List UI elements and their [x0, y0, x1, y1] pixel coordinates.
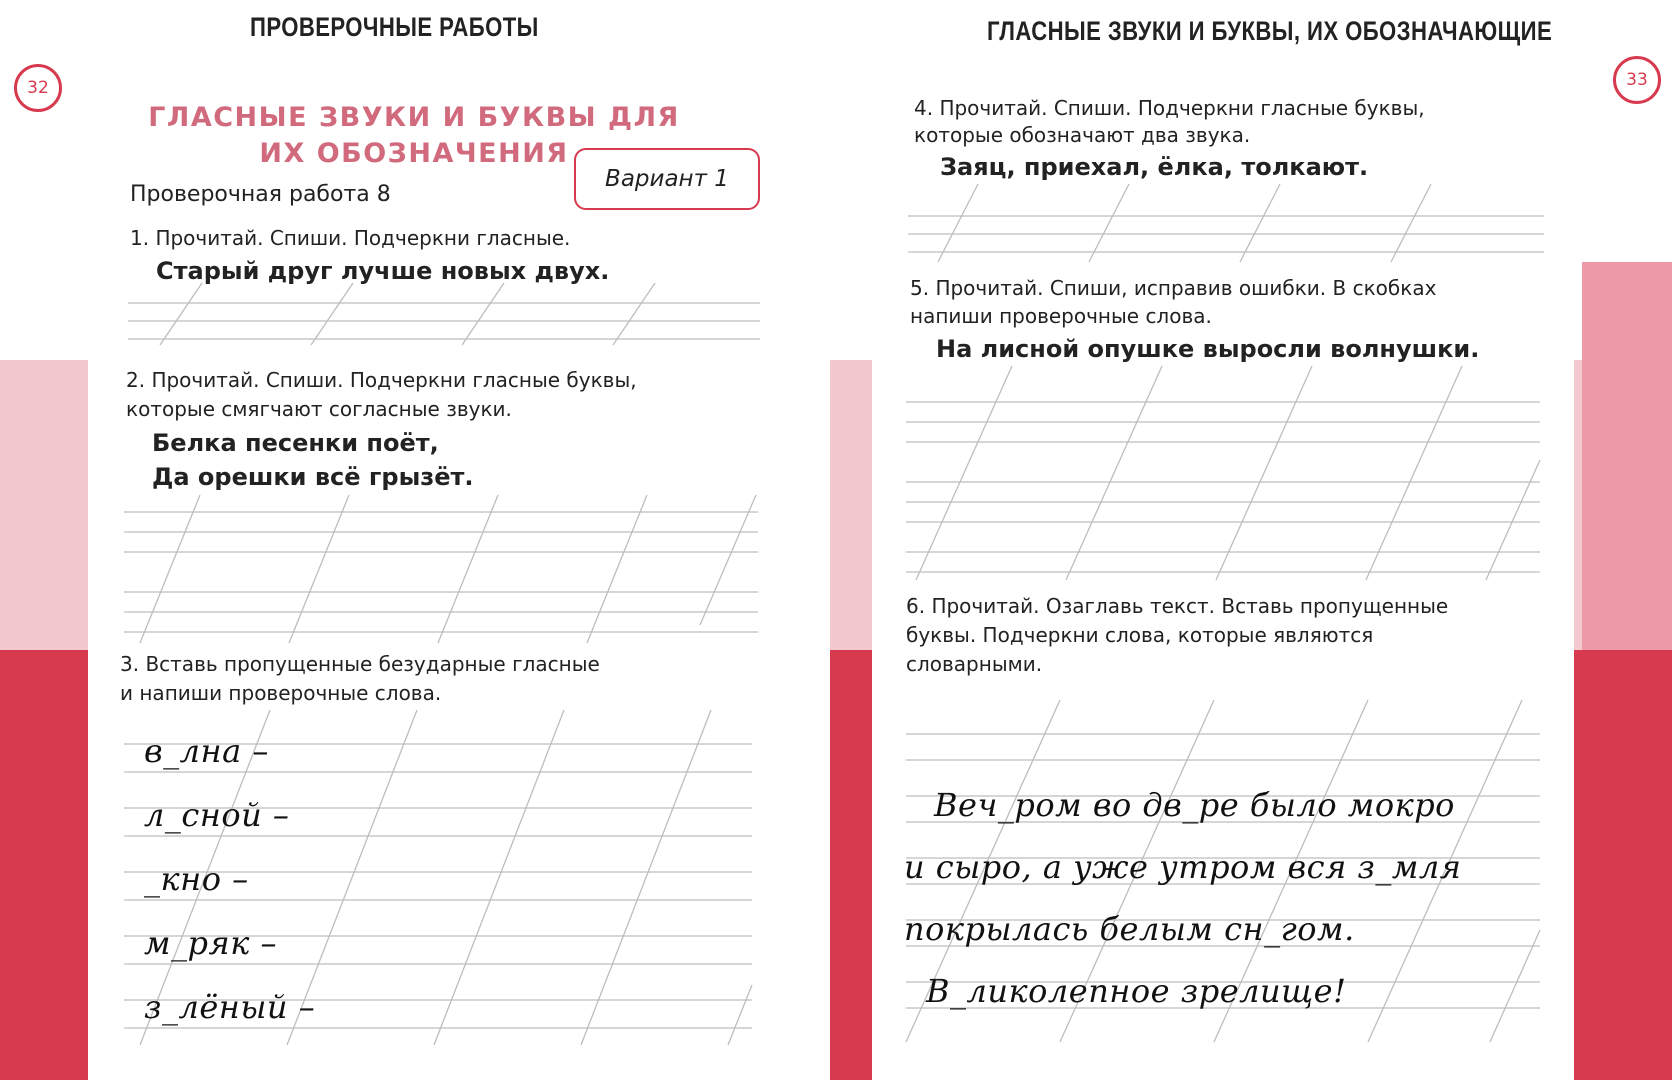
task1-text: Старый друг лучше новых двух.: [156, 257, 610, 285]
right-running-title: ГЛАСНЫЕ ЗВУКИ И БУКВЫ, ИХ ОБОЗНАЧАЮЩИЕ: [987, 16, 1553, 46]
task4-instruction-line1: 4. Прочитай. Спиши. Подчеркни гласные буквы,: [914, 96, 1425, 120]
task6-instruction-line2: буквы. Подчеркни слова, которые являются: [906, 623, 1374, 647]
task3-instruction-line2: и напиши проверочные слова.: [120, 681, 442, 705]
task5-text: На лисной опушке выросли волнушки.: [936, 335, 1480, 363]
task2-text-line2: Да орешки всё грызёт.: [152, 463, 474, 491]
task6-line: покрылась белым сн_гом.: [904, 910, 1355, 948]
section-title-line1: ГЛАСНЫЕ ЗВУКИ И БУКВЫ ДЛЯ: [148, 102, 680, 133]
task1-lines: [128, 283, 760, 345]
variant-badge: Вариант 1: [574, 148, 760, 210]
task2-instruction-line2: которые смягчают согласные звуки.: [126, 397, 512, 421]
task2-text-line1: Белка песенки поёт,: [152, 429, 439, 457]
work-label: Проверочная работа 8: [130, 182, 391, 207]
task4-lines: [908, 184, 1544, 262]
task6-line: Веч_ром во дв_ре было мокро: [934, 786, 1455, 824]
task1-instruction: 1. Прочитай. Спиши. Подчеркни гласные.: [130, 226, 571, 250]
left-page-number: 32: [14, 64, 62, 112]
task5-lines: [906, 366, 1540, 580]
task4-instruction-line2: которые обозначают два звука.: [914, 123, 1251, 147]
task3-word: м_ряк –: [144, 924, 277, 962]
task6-line: В_ликолепное зрелище!: [926, 972, 1347, 1010]
task3-word: _кно –: [144, 860, 249, 898]
task3-word: в_лна –: [144, 732, 269, 770]
task2-instruction-line1: 2. Прочитай. Спиши. Подчеркни гласные буквы,: [126, 368, 637, 392]
task4-text: Заяц, приехал, ёлка, толкают.: [940, 153, 1369, 181]
task3-instruction-line1: 3. Вставь пропущенные безударные гласные: [120, 652, 600, 676]
right-page-number: 33: [1613, 56, 1661, 104]
task6-line: и сыро, а уже утром вся з_мля: [904, 848, 1462, 886]
task3-word: л_сной –: [144, 796, 290, 834]
task5-instruction-line1: 5. Прочитай. Спиши, исправив ошибки. В скобках: [910, 276, 1437, 300]
task2-lines: [124, 495, 758, 643]
section-title-line2: ИХ ОБОЗНАЧЕНИЯ: [259, 138, 569, 169]
task3-word: з_лёный –: [144, 988, 316, 1026]
task5-instruction-line2: напиши проверочные слова.: [910, 304, 1212, 328]
task6-instruction-line3: словарными.: [906, 652, 1043, 676]
left-running-title: ПРОВЕРОЧНЫЕ РАБОТЫ: [250, 12, 539, 42]
task6-instruction-line1: 6. Прочитай. Озаглавь текст. Вставь пропущенные: [906, 594, 1449, 618]
